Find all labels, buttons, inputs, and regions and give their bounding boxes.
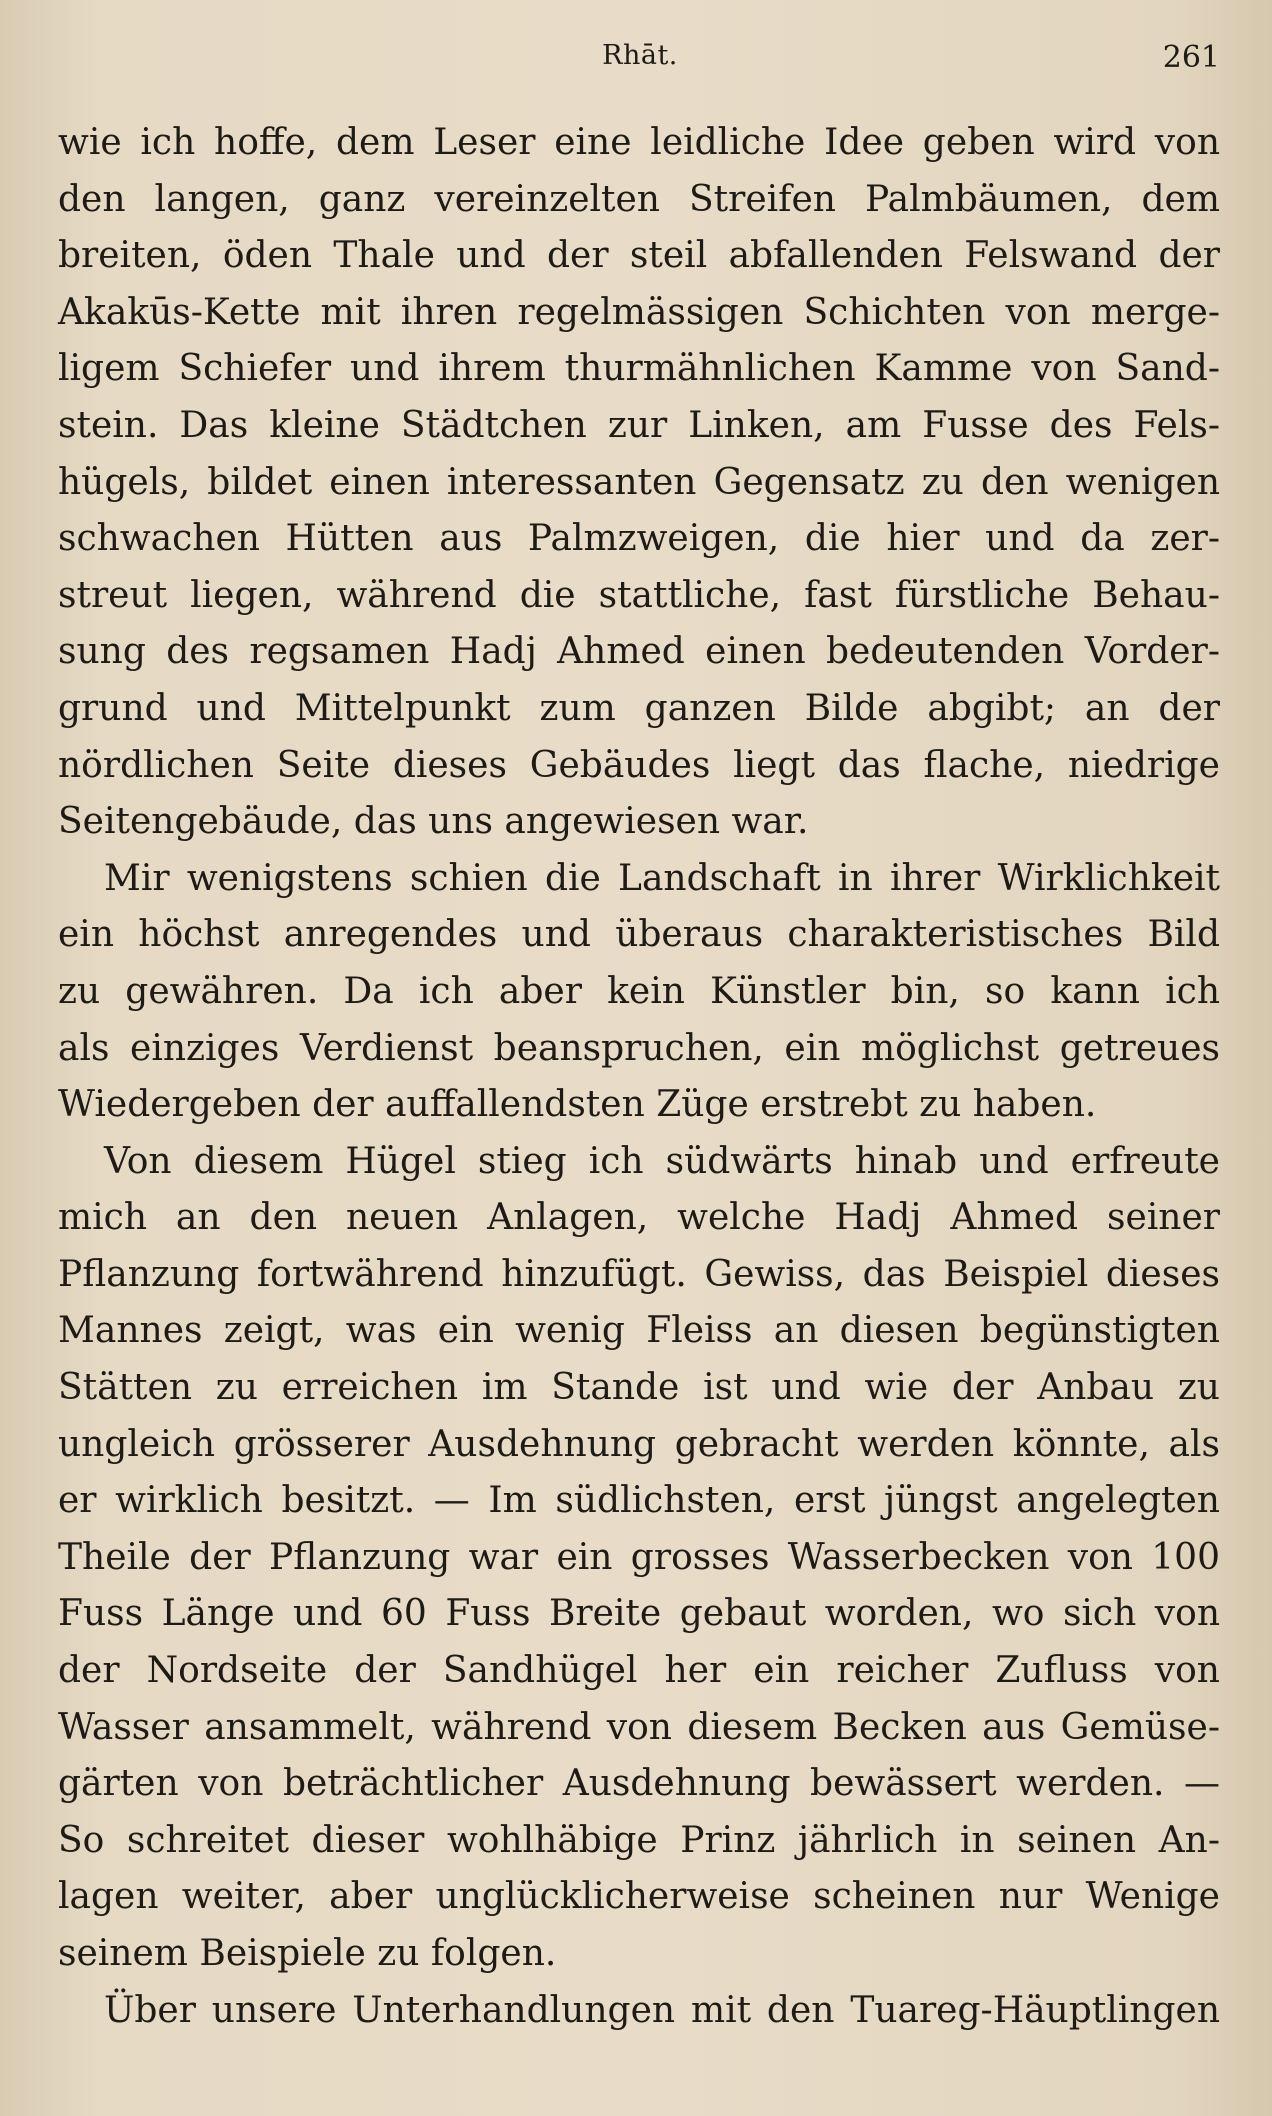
text-line: Mir wenigstens schien die Landschaft in ihrer Wirklichkeit [104,857,1220,899]
text-line: breiten, öden Thale und der steil abfallenden Felswand der [58,235,1220,277]
page-number: 261 [1162,40,1220,75]
text-line: sung des regsamen Hadj Ahmed einen bedeutenden Vorder- [58,631,1220,673]
text-line: den langen, ganz vereinzelten Streifen Palmbäumen, dem [58,178,1220,220]
text-line: lagen weiter, aber unglücklicherweise scheinen nur Wenige [58,1876,1220,1918]
running-head: Rhāt. [602,40,678,71]
text-line: So schreitet dieser wohlhäbige Prinz jährlich in seinen An- [58,1819,1220,1861]
text-line: Akakūs-Kette mit ihren regelmässigen Schichten von merge- [58,291,1220,333]
text-line: Wiedergeben der auffallendsten Züge erstrebt zu haben. [58,1084,1097,1126]
text-line: er wirklich besitzt. — Im südlichsten, erst jüngst angelegten [58,1480,1220,1522]
text-line: nördlichen Seite dieses Gebäudes liegt das flache, niedrige [58,744,1220,786]
text-line: ein höchst anregendes und überaus charakteristisches Bild [58,914,1220,956]
text-line: seinem Beispiele zu folgen. [58,1933,557,1974]
text-line: Über unsere Unterhandlungen mit den Tuareg-Häuptlingen [104,1989,1220,2031]
text-line: schwachen Hütten aus Palmzweigen, die hier und da zer- [58,518,1220,560]
text-line: Seitengebäude, das uns angewiesen war. [58,801,809,843]
body-text [58,115,1220,2039]
text-line: hügels, bildet einen interessanten Gegensatz zu den wenigen [58,461,1220,503]
text-line: zu gewähren. Da ich aber kein Künstler bin, so kann ich [58,970,1220,1012]
text-line: wie ich hoffe, dem Leser eine leidliche Idee geben wird von [58,122,1220,163]
text-line: Theile der Pflanzung war ein grosses Wasserbecken von 100 [58,1536,1220,1578]
text-line: grund und Mittelpunkt zum ganzen Bilde abgibt; an der [58,687,1220,729]
text-line: mich an den neuen Anlagen, welche Hadj Ahmed seiner [58,1197,1220,1239]
page-header [60,40,1220,80]
text-line: als einziges Verdienst beanspruchen, ein möglichst getreues [58,1027,1220,1069]
text-line: gärten von beträchtlicher Ausdehnung bewässert werden. — [58,1763,1220,1805]
text-line: stein. Das kleine Städtchen zur Linken, am Fusse des Fels- [58,404,1220,446]
text-line: Stätten zu erreichen im Stande ist und wie der Anbau zu [58,1367,1220,1409]
text-line: der Nordseite der Sandhügel her ein reicher Zufluss von [58,1650,1220,1692]
text-line: Wasser ansammelt, während von diesem Becken aus Gemüse- [58,1706,1220,1748]
text-line: streut liegen, während die stattliche, fast fürstliche Behau- [58,574,1220,616]
text-line: ligem Schiefer und ihrem thurmähnlichen Kamme von Sand- [58,348,1220,390]
text-line: Pflanzung fortwährend hinzufügt. Gewiss, das Beispiel dieses [58,1253,1220,1295]
text-line: ungleich grösserer Ausdehnung gebracht werden könnte, als [58,1423,1220,1465]
text-line: Von diesem Hügel stieg ich südwärts hinab und erfreute [104,1140,1220,1182]
text-line: Fuss Länge und 60 Fuss Breite gebaut worden, wo sich von [58,1593,1220,1635]
text-line: Mannes zeigt, was ein wenig Fleiss an diesen begünstigten [58,1310,1220,1352]
